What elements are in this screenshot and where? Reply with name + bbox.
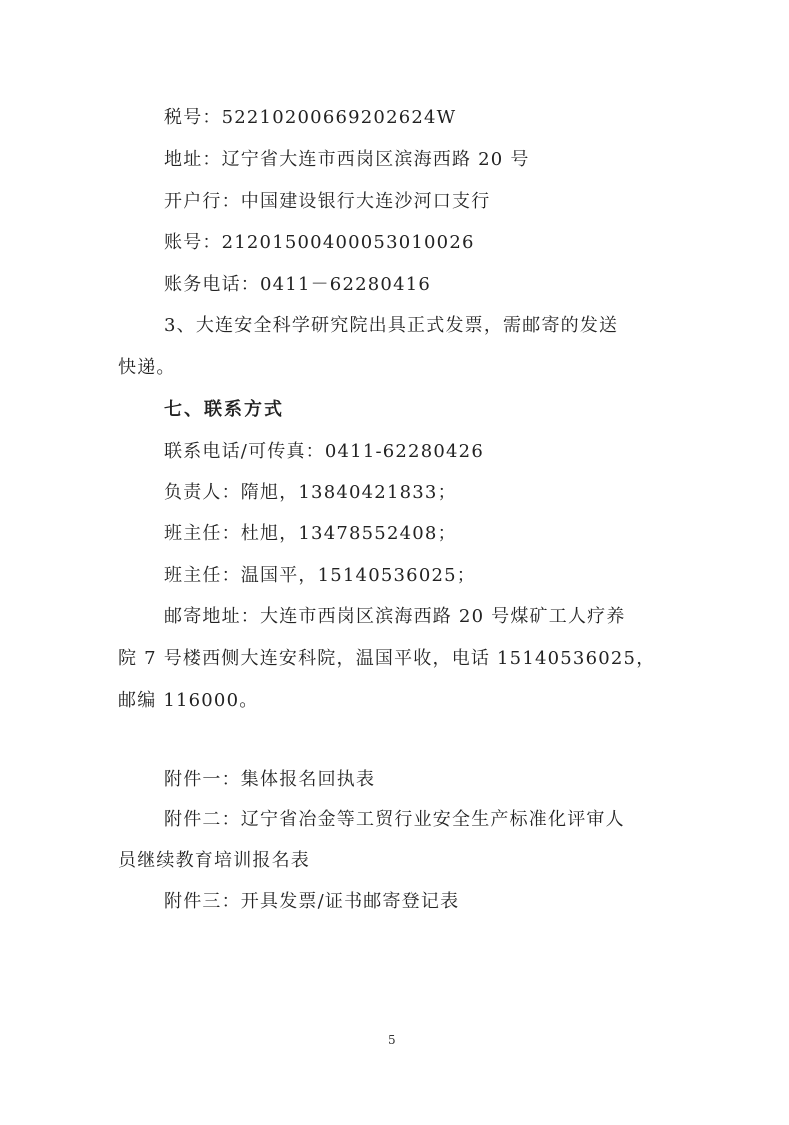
account-line: 账号：21201500400053010026 bbox=[164, 232, 475, 253]
tax-id-line: 税号：52210200669202624W bbox=[164, 107, 457, 128]
attachment-2-line-1: 附件二：辽宁省冶金等工贸行业安全生产标准化评审人 bbox=[164, 809, 625, 830]
mailing-address-line-1: 邮寄地址：大连市西岗区滨海西路 20 号煤矿工人疗养 bbox=[164, 606, 626, 627]
invoice-note-line-1: 3、大连安全科学研究院出具正式发票，需邮寄的发送 bbox=[164, 315, 619, 336]
invoice-note-line-2: 快递。 bbox=[118, 357, 176, 378]
address-line: 地址：辽宁省大连市西岗区滨海西路 20 号 bbox=[164, 149, 530, 170]
mailing-address-line-3: 邮编 116000。 bbox=[118, 690, 259, 711]
bank-line: 开户行：中国建设银行大连沙河口支行 bbox=[164, 191, 491, 212]
attachment-2-line-2: 员继续教育培训报名表 bbox=[118, 850, 310, 871]
attachment-3: 附件三：开具发票/证书邮寄登记表 bbox=[164, 891, 460, 912]
finance-phone-line: 账务电话：0411－62280416 bbox=[164, 274, 432, 295]
attachment-1: 附件一：集体报名回执表 bbox=[164, 769, 376, 790]
contact-class-teacher-1: 班主任：杜旭，13478552408； bbox=[164, 523, 457, 544]
contact-person-in-charge: 负责人：隋旭，13840421833； bbox=[164, 482, 457, 503]
contact-class-teacher-2: 班主任：温国平，15140536025； bbox=[164, 565, 476, 586]
page-number: 5 bbox=[388, 1033, 396, 1047]
contact-heading: 七、联系方式 bbox=[164, 399, 284, 420]
contact-phone-fax: 联系电话/可传真：0411-62280426 bbox=[164, 441, 484, 462]
mailing-address-line-2: 院 7 号楼西侧大连安科院，温国平收，电话 15140536025， bbox=[118, 648, 656, 669]
